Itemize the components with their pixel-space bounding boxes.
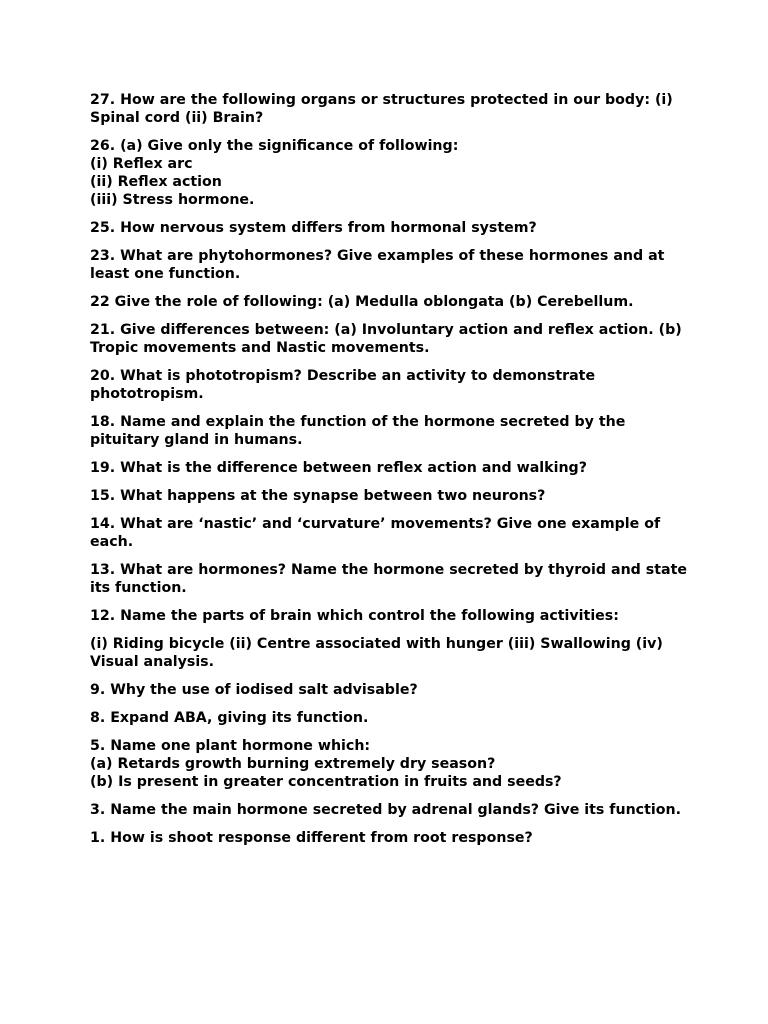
question-item (90, 321, 690, 357)
question-item (90, 561, 690, 597)
question-item (90, 413, 690, 449)
question-line: Tropic movements and Nastic movements. (90, 340, 430, 356)
question-item (90, 367, 690, 403)
question-line: 18. Name and explain the function of the hormone secreted by the (90, 414, 626, 430)
question-line: 25. How nervous system differs from hormonal system? (90, 220, 537, 236)
question-line: 21. Give differences between: (a) Involuntary action and reflex action. (b) (90, 322, 682, 338)
question-item (90, 737, 690, 791)
question-list (90, 91, 690, 857)
question-line: Visual analysis. (90, 654, 215, 670)
question-line: (i) Riding bicycle (ii) Centre associated with hunger (iii) Swallowing (iv) (90, 636, 663, 652)
question-line: 12. Name the parts of brain which control the following activities: (90, 608, 619, 624)
question-line: 22 Give the role of following: (a) Medulla oblongata (b) Cerebellum. (90, 294, 634, 310)
question-line: (iii) Stress hormone. (90, 192, 255, 208)
question-line: its function. (90, 580, 187, 596)
question-item (90, 607, 690, 625)
question-item (90, 459, 690, 477)
question-line: 27. How are the following organs or structures protected in our body: (i) (90, 92, 673, 108)
question-line: 1. How is shoot response different from root response? (90, 830, 533, 846)
question-item (90, 247, 690, 283)
question-line: 19. What is the difference between reflex action and walking? (90, 460, 587, 476)
question-item (90, 681, 690, 699)
question-line: Spinal cord (ii) Brain? (90, 110, 264, 126)
question-line: 5. Name one plant hormone which: (90, 738, 371, 754)
question-line: 14. What are ‘nastic’ and ‘curvature’ movements? Give one example of (90, 516, 661, 532)
question-line: phototropism. (90, 386, 204, 402)
question-line: (i) Reflex arc (90, 156, 193, 172)
question-item (90, 487, 690, 505)
question-item (90, 709, 690, 727)
question-line: 23. What are phytohormones? Give examples of these hormones and at (90, 248, 665, 264)
question-line: each. (90, 534, 134, 550)
question-line: (ii) Reflex action (90, 174, 222, 190)
question-item (90, 293, 690, 311)
question-line: 8. Expand ABA, giving its function. (90, 710, 369, 726)
question-line: 20. What is phototropism? Describe an activity to demonstrate (90, 368, 596, 384)
question-line: pituitary gland in humans. (90, 432, 303, 448)
question-line: (a) Retards growth burning extremely dry season? (90, 756, 496, 772)
question-line: 3. Name the main hormone secreted by adrenal glands? Give its function. (90, 802, 681, 818)
question-item (90, 137, 690, 209)
question-line: 13. What are hormones? Name the hormone secreted by thyroid and state (90, 562, 687, 578)
question-item (90, 515, 690, 551)
question-line: (b) Is present in greater concentration in fruits and seeds? (90, 774, 562, 790)
question-line: 15. What happens at the synapse between two neurons? (90, 488, 546, 504)
question-line: 9. Why the use of iodised salt advisable? (90, 682, 418, 698)
question-item (90, 219, 690, 237)
question-item (90, 635, 690, 671)
question-item (90, 829, 690, 847)
question-line: least one function. (90, 266, 241, 282)
question-item (90, 91, 690, 127)
question-item (90, 801, 690, 819)
question-line: 26. (a) Give only the significance of following: (90, 138, 459, 154)
